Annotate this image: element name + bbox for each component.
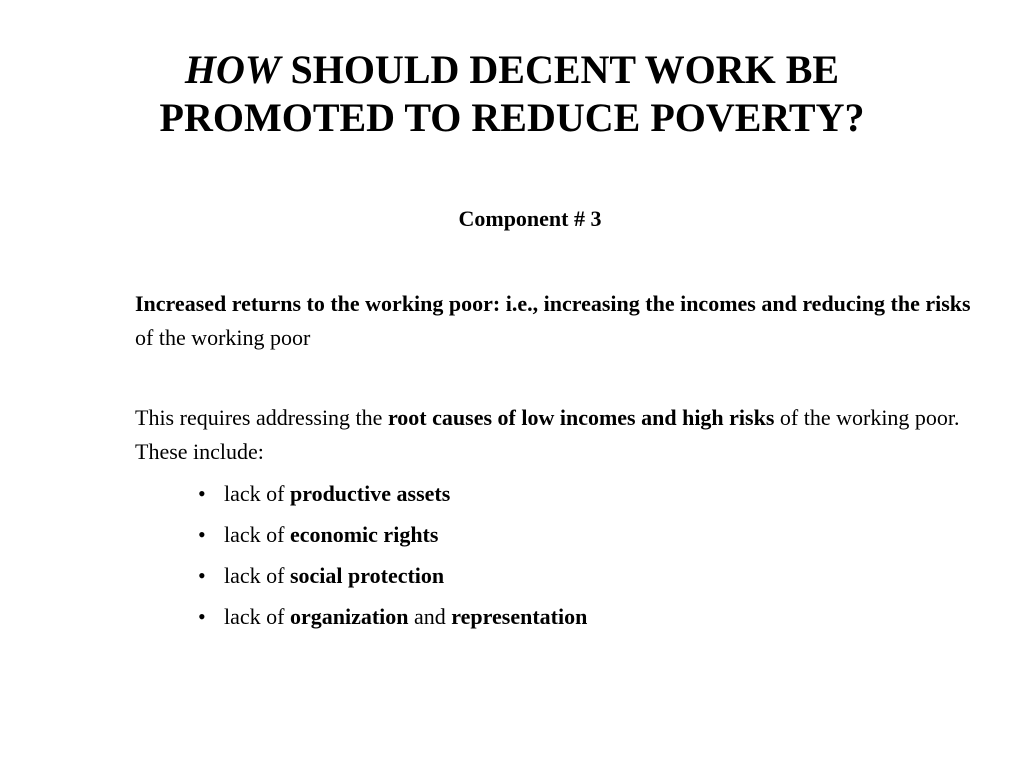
returns-paragraph-rest: of the working poor	[135, 325, 311, 350]
list-item-bold: productive assets	[289, 481, 451, 506]
bullet-icon: •	[198, 522, 206, 547]
root-causes-lead: This requires addressing the	[135, 405, 388, 430]
title-line1: SHOULD DECENT WORK BE	[280, 47, 840, 92]
list-item-bold-2: representation	[451, 604, 588, 629]
list-item-prefix: lack of	[224, 522, 290, 547]
bullet-icon: •	[198, 563, 206, 588]
list-item-bold: economic rights	[289, 522, 439, 547]
list-item	[198, 560, 587, 601]
root-causes-bold: root causes of low incomes and high risks	[387, 405, 775, 430]
returns-paragraph-bold: Increased returns to the working poor: i.e., increasing the incomes and reducing the risks	[135, 291, 971, 316]
list-item	[198, 478, 587, 519]
list-item-mid: and	[408, 604, 452, 629]
causes-list	[198, 478, 587, 642]
component-heading: Component # 3	[458, 206, 602, 231]
title-line2: PROMOTED TO REDUCE POVERTY?	[159, 95, 865, 140]
list-item-prefix: lack of	[224, 481, 290, 506]
list-item	[198, 601, 587, 642]
list-item-prefix: lack of	[224, 563, 290, 588]
list-item-bold: organization	[289, 604, 409, 629]
list-item-prefix: lack of	[224, 604, 290, 629]
list-item	[198, 519, 587, 560]
bullet-icon: •	[198, 604, 206, 629]
slide-title	[60, 46, 964, 142]
root-causes-paragraph	[135, 401, 975, 469]
list-item-bold: social protection	[289, 563, 445, 588]
bullet-icon: •	[198, 481, 206, 506]
title-emphasis: HOW	[184, 47, 281, 92]
returns-paragraph	[135, 287, 975, 355]
root-causes-rest: of the working poor. These include:	[135, 405, 960, 464]
